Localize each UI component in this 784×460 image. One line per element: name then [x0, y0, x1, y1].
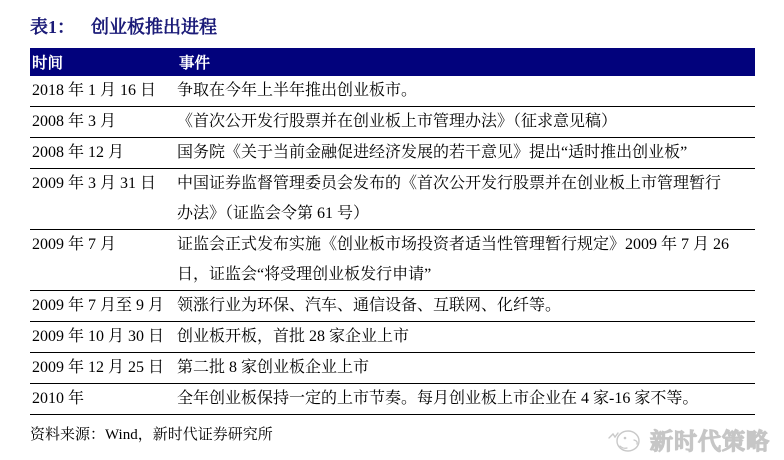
- time-cell: 2018 年 1 月 16 日: [32, 82, 157, 99]
- table-number-label: 表1：: [30, 17, 75, 37]
- time-cell: 2008 年 12 月: [32, 144, 125, 161]
- table-row: [30, 291, 755, 322]
- event-cell: 第二批 8 家创业板企业上市: [177, 359, 370, 376]
- event-cell: 领涨行业为环保、汽车、通信设备、互联网、化纤等。: [177, 297, 562, 314]
- time-cell: 2008 年 3 月: [32, 113, 117, 130]
- time-cell: 2009 年 3 月 31 日: [32, 175, 157, 192]
- event-cell: 争取在今年上半年推出创业板市。: [177, 82, 418, 99]
- data-source-note: 资料来源：Wind，新时代证券研究所: [30, 427, 273, 443]
- table-row: [30, 353, 755, 384]
- events-table: [30, 48, 755, 415]
- time-cell: 2009 年 12 月 25 日: [32, 359, 165, 376]
- event-cell: 创业板开板，首批 28 家企业上市: [177, 328, 410, 345]
- table-title-text: 创业板推出进程: [91, 17, 217, 37]
- table-title: [30, 13, 755, 39]
- table-header-row: [30, 48, 755, 76]
- event-cell: 国务院《关于当前金融促进经济发展的若干意见》提出“适时推出创业板”: [177, 144, 688, 161]
- time-cell: 2009 年 7 月: [32, 236, 117, 253]
- event-cell: 《首次公开发行股票并在创业板上市管理办法》（征求意见稿）: [177, 113, 618, 130]
- event-cell: 全年创业板保持一定的上市节奏。每月创业板上市企业在 4 家-16 家不等。: [177, 390, 699, 407]
- event-cell: 中国证券监督管理委员会发布的《首次公开发行股票并在创业板上市管理暂行办法》（证监会令第 61 号）: [177, 175, 722, 222]
- time-cell: 2010 年: [32, 390, 85, 407]
- table-row: [30, 169, 755, 230]
- column-header-event: 事件: [177, 48, 755, 76]
- column-header-time: 时间: [30, 48, 177, 76]
- table-row: [30, 384, 755, 415]
- table-row: [30, 107, 755, 138]
- event-cell: 证监会正式发布实施《创业板市场投资者适当性管理暂行规定》2009 年 7 月 26 日，证监会“将受理创业板发行申请”: [177, 236, 730, 283]
- brand-watermark-label: 新时代策略: [650, 429, 770, 454]
- table-row: [30, 138, 755, 169]
- table-row: [30, 230, 755, 291]
- table-row: [30, 322, 755, 353]
- time-cell: 2009 年 10 月 30 日: [32, 328, 165, 345]
- table-body: [30, 76, 755, 415]
- time-cell: 2009 年 7 月至 9 月: [32, 297, 165, 314]
- table-row: [30, 76, 755, 107]
